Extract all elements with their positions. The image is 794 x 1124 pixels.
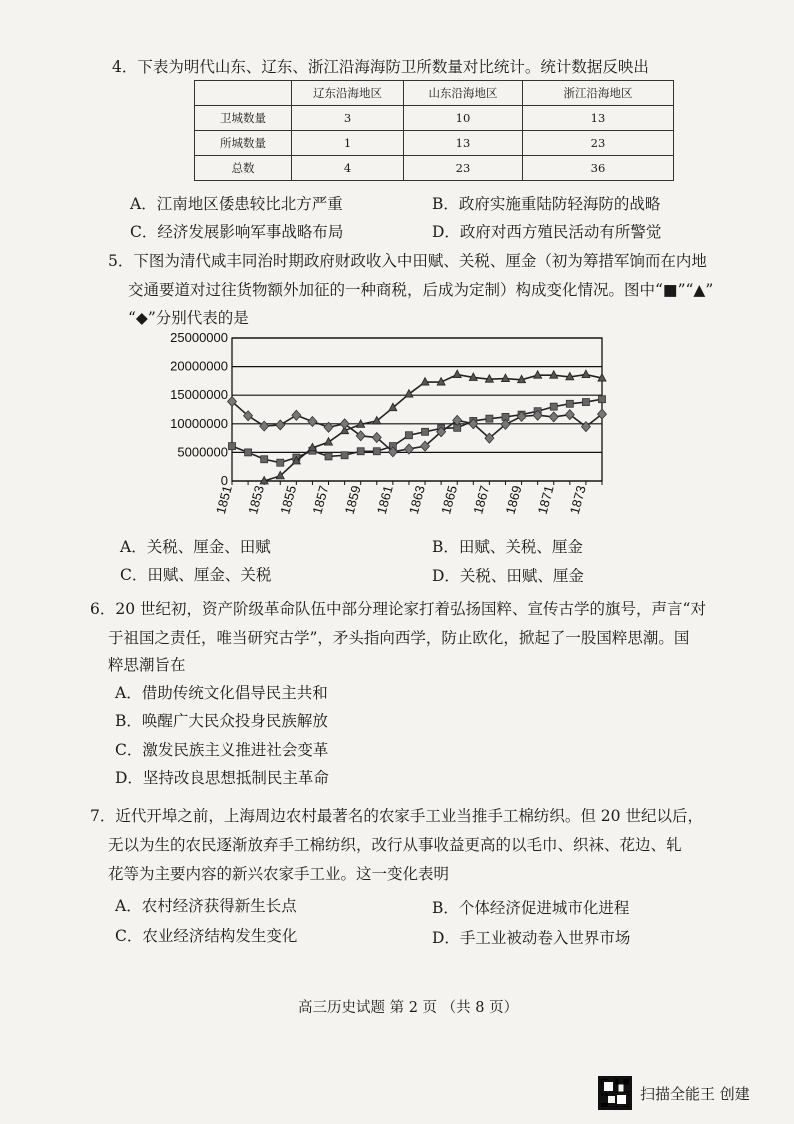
q4-option-c[interactable]: C．经济发展影响军事战略布局 [130, 223, 344, 241]
triangle-marker [405, 390, 413, 398]
diamond-marker [598, 409, 607, 419]
table-header-cell: 浙江沿海地区 [523, 81, 674, 106]
table-header-cell: 山东沿海地区 [404, 81, 523, 106]
x-tick-label: 1853 [245, 483, 268, 516]
q7-option-a[interactable]: A．农村经济获得新生长点 [115, 897, 297, 915]
q4-option-d[interactable]: D．政府对西方殖民活动有所警觉 [432, 223, 662, 241]
q7-stem-line3: 花等为主要内容的新兴农家手工业。这一变化表明 [108, 865, 450, 883]
diamond-marker [292, 410, 301, 420]
square-marker [582, 399, 589, 406]
q6-option-a[interactable]: A．借助传统文化倡导民主共和 [115, 684, 328, 702]
y-tick-label: 0 [220, 473, 228, 488]
q4-option-b[interactable]: B．政府实施重陆防轻海防的战略 [432, 195, 661, 213]
x-tick-label: 1861 [373, 483, 396, 516]
diamond-marker [308, 417, 317, 427]
diamond-marker [356, 431, 365, 441]
q5-line-chart [150, 328, 620, 524]
q4-table [194, 80, 674, 181]
q7-option-d[interactable]: D．手工业被动卷入世界市场 [432, 929, 631, 947]
diamond-marker [581, 422, 590, 432]
q5-option-b[interactable]: B．田赋、关税、厘金 [432, 538, 583, 556]
q7-option-c[interactable]: C．农业经济结构发生变化 [115, 927, 298, 945]
y-tick-label: 5000000 [177, 444, 228, 460]
x-tick-label: 1865 [438, 483, 461, 516]
table-cell: 36 [523, 156, 674, 181]
x-tick-label: 1859 [341, 483, 364, 516]
square-marker [261, 456, 268, 463]
square-marker [245, 449, 252, 456]
q6-stem-line1: 6．20 世纪初，资产阶级革命队伍中部分理论家打着弘扬国粹、宣传古学的旗号，声言“对 [90, 600, 706, 618]
y-tick-label: 20000000 [170, 358, 228, 374]
triangle-marker [582, 370, 590, 378]
square-marker [486, 415, 493, 422]
q5-stem-line1: 5．下图为清代咸丰同治时期政府财政收入中田赋、关税、厘金（初为筹措军饷而在内地 [108, 252, 707, 270]
q5-option-d[interactable]: D．关税、田赋、厘金 [432, 567, 584, 585]
table-cell: 所城数量 [195, 131, 292, 156]
triangle-marker [373, 416, 381, 424]
square-marker [277, 459, 284, 466]
diamond-marker [260, 421, 269, 431]
q5-stem-line2: 交通要道对过往货物额外加征的一种商税，后成为定制）构成变化情况。图中“■”“▲” [128, 281, 714, 299]
square-marker [373, 448, 380, 455]
diamond-marker [276, 420, 285, 430]
triangle-marker [325, 438, 333, 446]
table-row [195, 106, 674, 131]
q6-stem-line2: 于祖国之责任，唯当研究古学”，矛头指向西学，防止欧化，掀起了一股国粹思潮。国 [108, 629, 690, 647]
series-line-triangle [264, 375, 602, 481]
x-tick-label: 1863 [405, 483, 428, 516]
table-row [195, 156, 674, 181]
q7-stem-line1: 7．近代开埠之前，上海周边农村最著名的农家手工业当推手工棉纺织。但 20 世纪以后， [90, 807, 703, 825]
table-cell: 23 [404, 156, 523, 181]
scanner-watermark: 扫描全能王 创建 [640, 1085, 750, 1103]
q4-stem: 4．下表为明代山东、辽东、浙江沿海海防卫所数量对比统计。统计数据反映出 [112, 58, 649, 76]
table-header-cell [195, 81, 292, 106]
y-tick-label: 25000000 [170, 330, 228, 345]
table-cell: 卫城数量 [195, 106, 292, 131]
diamond-marker [549, 412, 558, 422]
square-marker [599, 396, 606, 403]
table-cell: 1 [292, 131, 404, 156]
q6-option-c[interactable]: C．激发民族主义推进社会变革 [115, 741, 329, 759]
x-tick-label: 1851 [212, 483, 235, 516]
page-footer: 高三历史试题 第 2 页 （共 8 页） [298, 1000, 519, 1016]
table-row [195, 131, 674, 156]
qr-code-icon [598, 1076, 632, 1110]
triangle-marker [501, 374, 509, 382]
series-line-square [232, 399, 602, 462]
x-tick-label: 1855 [277, 483, 300, 516]
q4-option-a[interactable]: A．江南地区倭患较比北方严重 [130, 195, 343, 213]
y-tick-label: 15000000 [170, 387, 228, 403]
y-tick-label: 10000000 [170, 415, 228, 431]
table-cell: 10 [404, 106, 523, 131]
table-cell: 3 [292, 106, 404, 131]
square-marker [405, 432, 412, 439]
x-tick-label: 1857 [309, 483, 332, 516]
q7-option-b[interactable]: B．个体经济促进城市化进程 [432, 899, 630, 917]
square-marker [550, 403, 557, 410]
square-marker [325, 453, 332, 460]
triangle-marker [453, 370, 461, 378]
square-marker [422, 428, 429, 435]
square-marker [357, 448, 364, 455]
q5-option-c[interactable]: C．田赋、厘金、关税 [120, 566, 272, 584]
q5-option-a[interactable]: A．关税、厘金、田赋 [120, 538, 271, 556]
square-marker [566, 400, 573, 407]
table-header-row [195, 81, 674, 106]
table-cell: 23 [523, 131, 674, 156]
table-cell: 13 [404, 131, 523, 156]
x-tick-label: 1869 [502, 483, 525, 516]
table-header-cell: 辽东沿海地区 [292, 81, 404, 106]
x-tick-label: 1873 [566, 483, 589, 516]
table-cell: 4 [292, 156, 404, 181]
square-marker [229, 443, 236, 450]
square-marker [341, 452, 348, 459]
q6-stem-line3: 粹思潮旨在 [108, 656, 186, 674]
q7-stem-line2: 无以为生的农民逐渐放弃手工棉纺织，改行从事收益更高的以毛巾、织袜、花边、轧 [108, 836, 682, 854]
x-tick-label: 1871 [534, 483, 557, 516]
q5-stem-line3: “◆”分别代表的是 [128, 309, 249, 327]
q6-option-d[interactable]: D．坚持改良思想抵制民主革命 [115, 769, 329, 787]
x-tick-label: 1867 [470, 483, 493, 516]
diamond-marker [565, 410, 574, 420]
diamond-marker [340, 419, 349, 429]
table-cell: 总数 [195, 156, 292, 181]
table-cell: 13 [523, 106, 674, 131]
q6-option-b[interactable]: B．唤醒广大民众投身民族解放 [115, 712, 328, 730]
